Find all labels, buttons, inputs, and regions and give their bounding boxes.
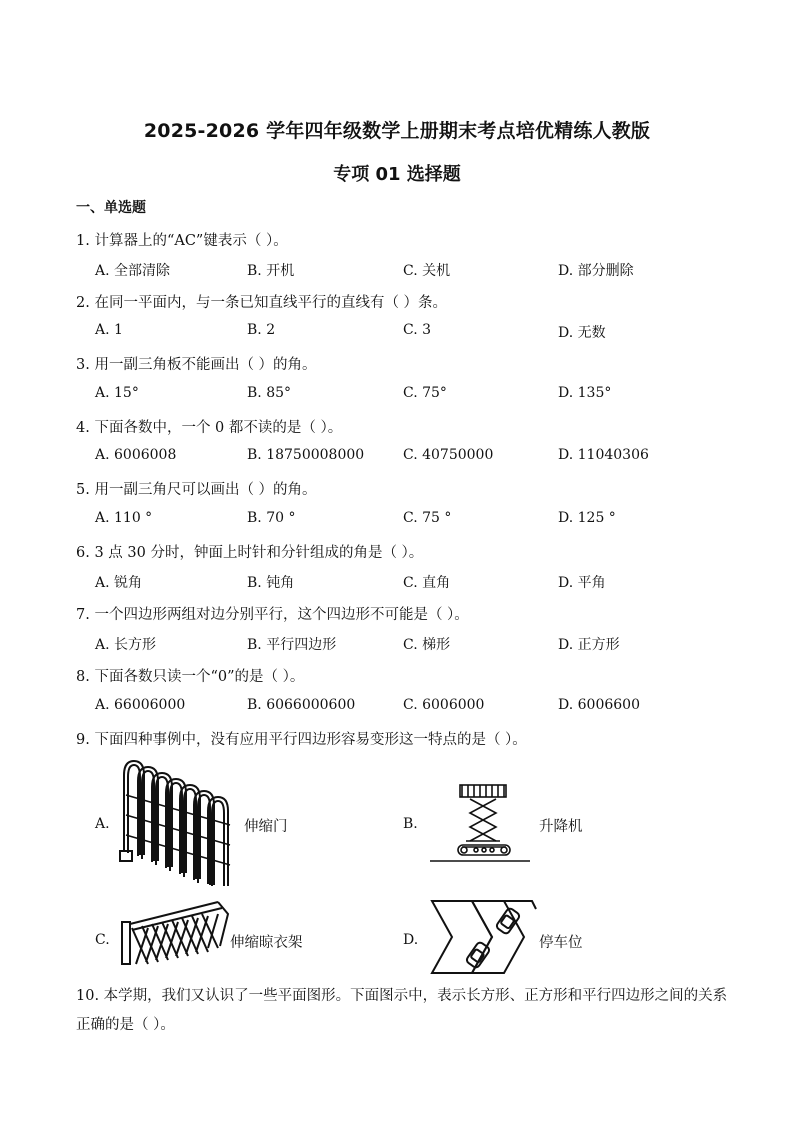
option-d: D. 部分删除 [558,263,634,279]
question-1-stem: 1. 计算器上的“AC”键表示（ ）。 [76,233,288,249]
figure-d-label: 停车位 [539,935,583,951]
option-c: C. 75 ° [403,510,452,526]
option-a: A. 1 [95,322,123,338]
figure-c-letter: C. [95,932,110,948]
question-5-options [95,510,755,530]
option-c: C. 6006000 [403,697,485,713]
option-a: A. 15° [95,385,139,401]
question-5-stem: 5. 用一副三角尺可以画出（ ）的角。 [76,482,317,498]
telescopic-gate-image [118,755,243,890]
figure-c-label: 伸缩晾衣架 [230,935,303,951]
question-6-stem: 6. 3 点 30 分时，钟面上时针和分针组成的角是（ ）。 [76,545,424,561]
page-subtitle: 专项 01 选择题 [333,164,461,185]
option-b: B. 开机 [247,263,295,279]
option-d: D. 125 ° [558,510,616,526]
parking-space-image [428,897,538,977]
option-b: B. 平行四边形 [247,637,337,653]
figure-d-letter: D. [403,932,419,948]
option-a: A. 全部清除 [95,263,171,279]
question-2-stem: 2. 在同一平面内，与一条已知直线平行的直线有（ ）条。 [76,295,448,311]
figure-a-letter: A. [95,816,110,832]
scissor-lift-image [430,783,530,865]
drying-rack-image [118,898,230,970]
option-a: A. 110 ° [95,510,153,526]
question-4-stem: 4. 下面各数中，一个 0 都不读的是（ ）。 [76,420,343,436]
option-b: B. 70 ° [247,510,296,526]
option-c: C. 关机 [403,263,451,279]
option-b: B. 85° [247,385,292,401]
question-8-stem: 8. 下面各数只读一个“0”的是（ ）。 [76,669,305,685]
page-title: 2025-2026 学年四年级数学上册期末考点培优精练人教版 [143,120,651,142]
option-d: D. 11040306 [558,447,649,463]
option-c: C. 75° [403,385,447,401]
option-c: C. 直角 [403,575,451,591]
option-d: D. 6006600 [558,697,640,713]
figure-a-label: 伸缩门 [244,819,288,835]
question-6-options [95,572,755,592]
option-b: B. 钝角 [247,575,295,591]
question-10-stem: 10. 本学期，我们又认识了一些平面图形。下面图示中，表示长方形、正方形和平行四边形之间的关系正确的是（ ）。 [76,988,728,1033]
option-b: B. 18750008000 [247,447,365,463]
figure-b-label: 升降机 [539,819,583,835]
option-c: C. 梯形 [403,637,451,653]
option-b: B. 6066000600 [247,697,356,713]
option-a: A. 6006008 [95,447,177,463]
option-d: D. 无数 [558,325,606,341]
question-1-options [95,260,755,280]
option-c: C. 40750000 [403,447,494,463]
question-3-options [95,385,755,405]
question-7-options [95,634,755,654]
option-c: C. 3 [403,322,432,338]
option-d: D. 135° [558,385,612,401]
figure-b-letter: B. [403,816,418,832]
question-4-options [95,447,755,467]
question-2-options [95,322,755,342]
section-heading: 一、单选题 [76,200,146,216]
question-7-stem: 7. 一个四边形两组对边分别平行，这个四边形不可能是（ ）。 [76,607,469,623]
question-3-stem: 3. 用一副三角板不能画出（ ）的角。 [76,357,317,373]
question-9-stem: 9. 下面四种事例中，没有应用平行四边形容易变形这一特点的是（ ）。 [76,732,527,748]
option-d: D. 平角 [558,575,606,591]
option-d: D. 正方形 [558,637,620,653]
option-a: A. 66006000 [95,697,186,713]
option-a: A. 长方形 [95,637,157,653]
option-a: A. 锐角 [95,575,143,591]
option-b: B. 2 [247,322,276,338]
question-8-options [95,697,755,717]
